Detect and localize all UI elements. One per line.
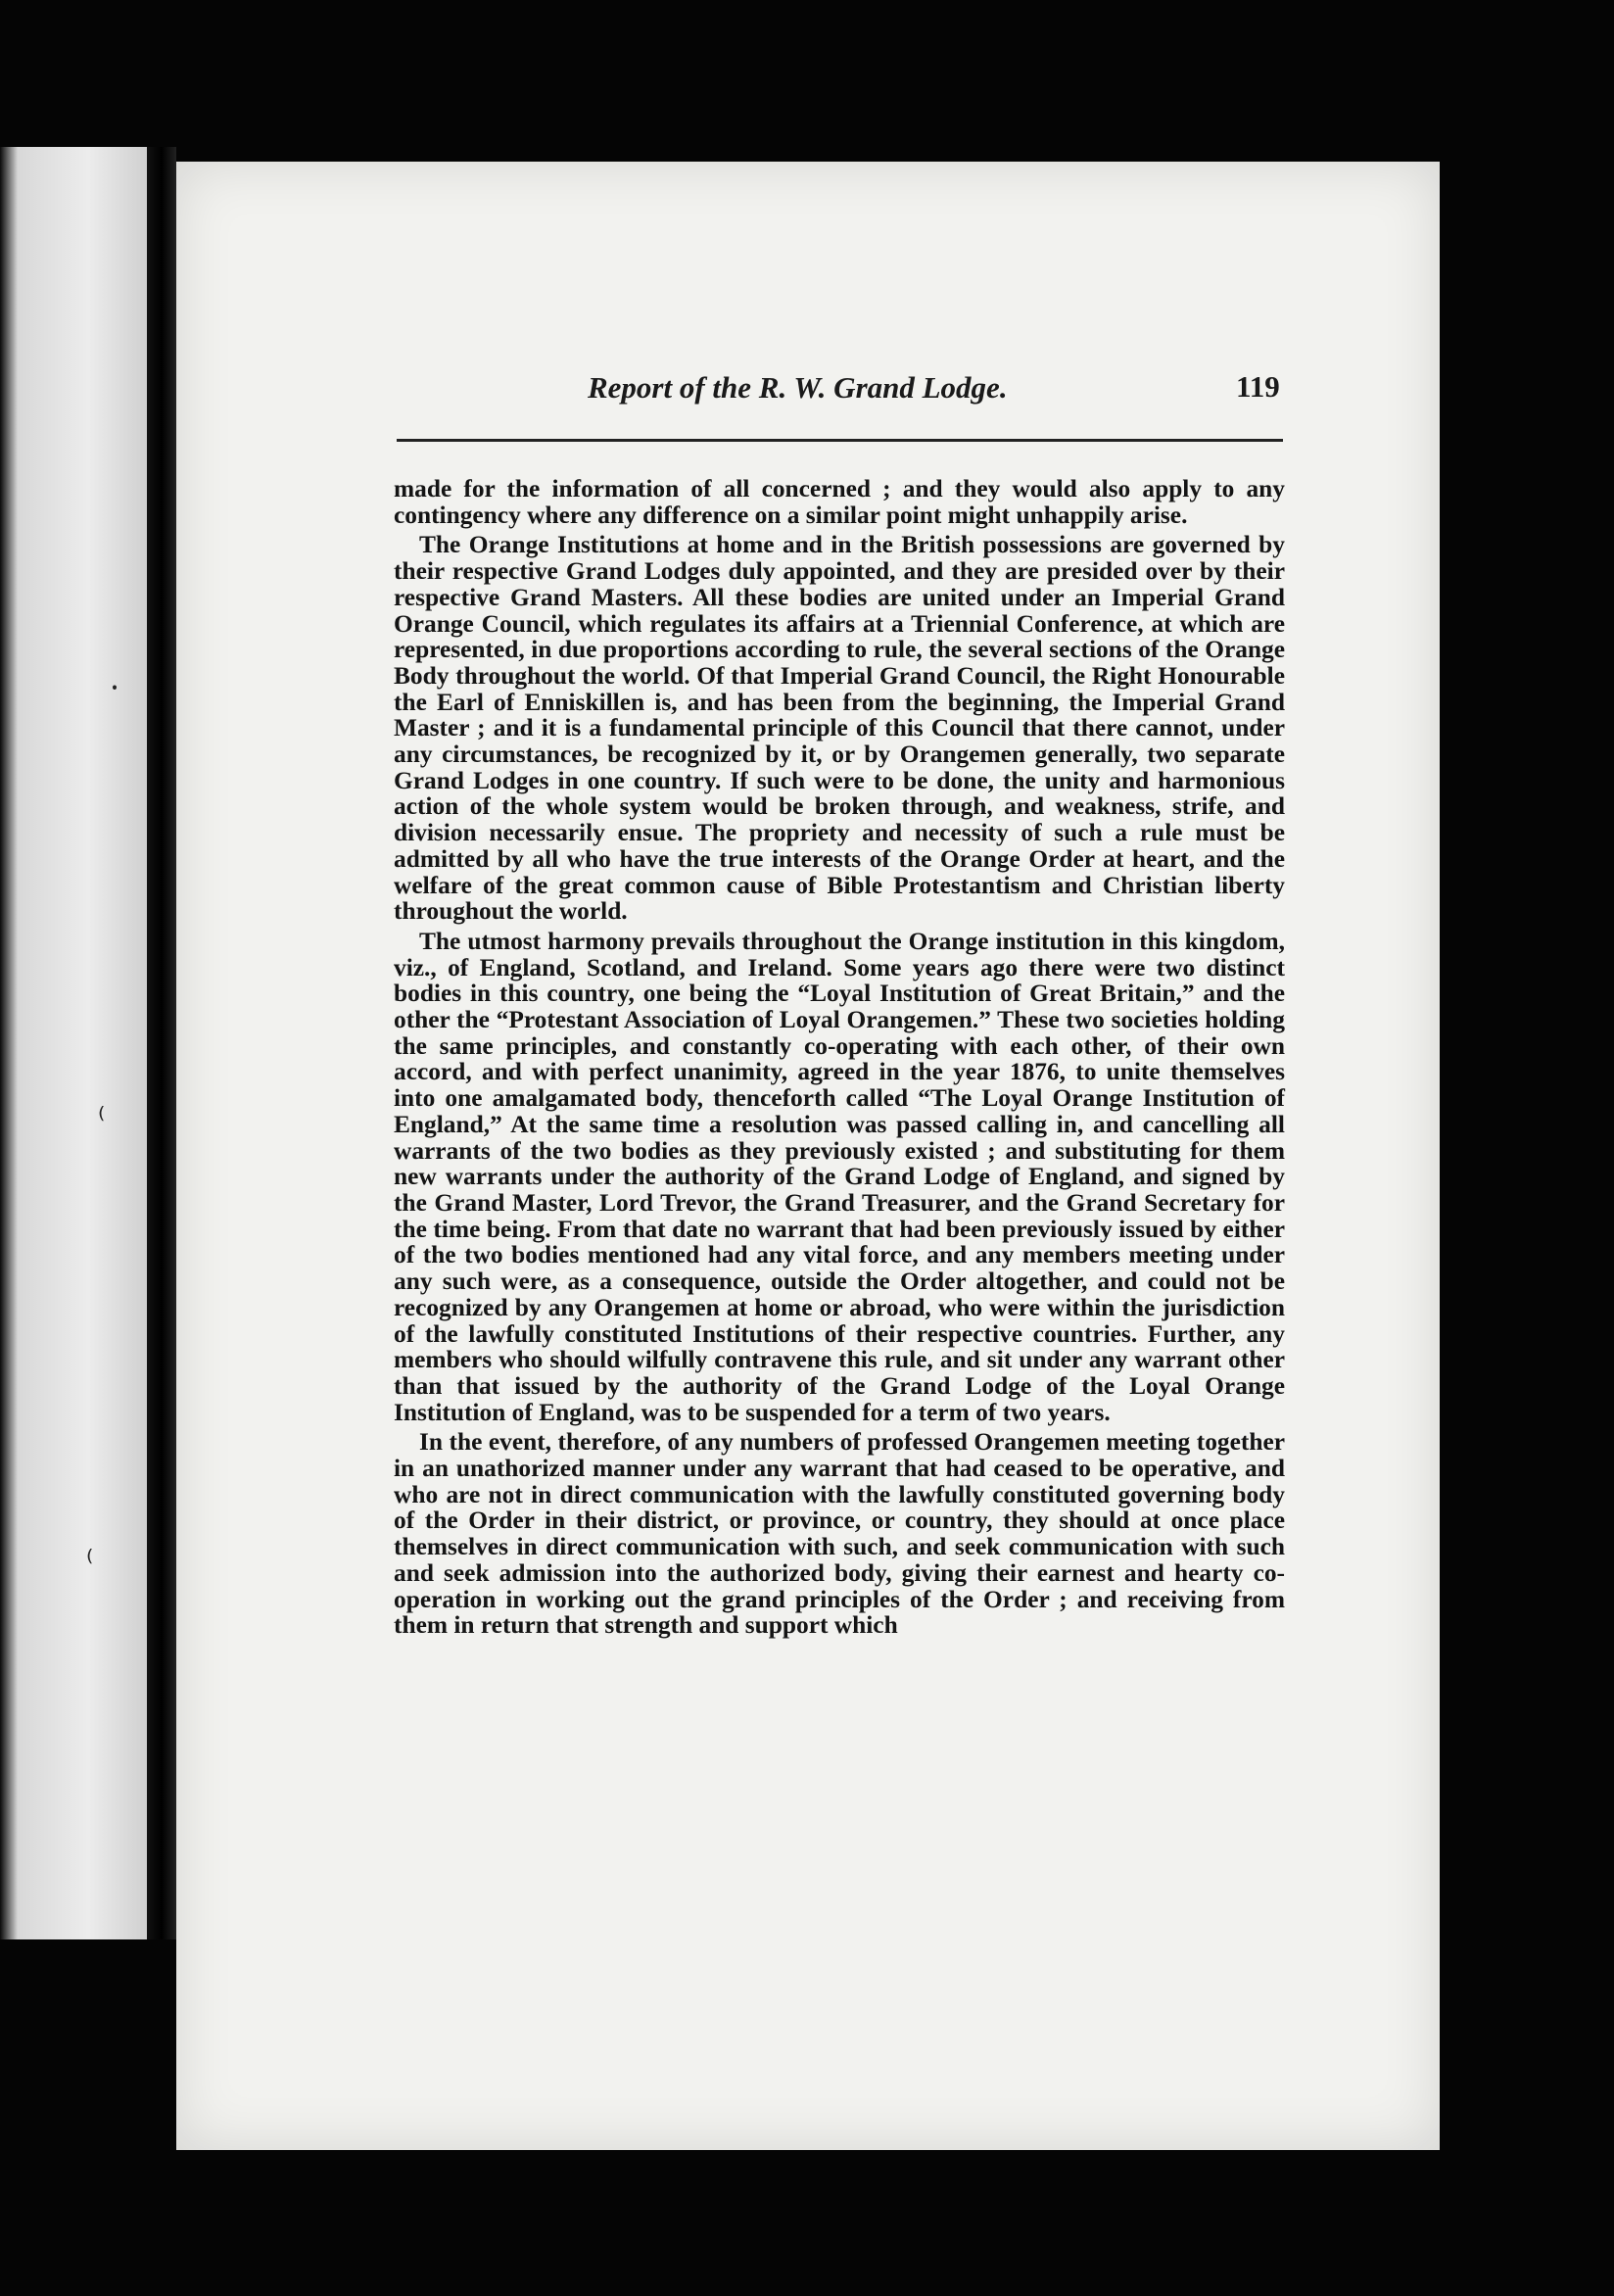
left-page-edge [0, 147, 147, 1939]
paragraph: The Orange Institutions at home and in the British possessions are governed by their respective Grand Lodges duly appointed, and they are presided over by their respective Grand Masters. All these bodies are united under an Imperial Grand Orange Council, which regulates its affairs at a Triennial Conference, at which are represented, in due proportions according to rule, the several sections of the Orange Body throughout the world. Of that Imperial Grand Council, the Right Honourable the Earl of Enniskillen is, and has been from the beginning, the Imperial Grand Master ; and it is a fundamental principle of this Council that there cannot, under any circumstances, be recognized by it, or by Orangemen generally, two separate Grand Lodges in one country. If such were to be done, the unity and harmonious action of the whole system would be broken through, and weakness, strife, and division necessarily ensue. The propriety and necessity of such a rule must be admitted by all who have the true interests of the Orange Order at heart, and the welfare of the great common cause of Bible Protestantism and Christian liberty throughout the world. [394, 531, 1285, 926]
running-title: Report of the R. W. Grand Lodge. [588, 370, 1008, 405]
margin-mark: ⁽ [86, 1545, 94, 1579]
paragraph: In the event, therefore, of any numbers of professed Orangemen meeting together in an unathorized manner under any warrant that had ceased to be operative, and who are not in direct communication with the lawfully constituted governing body of the Order in their district, or province, or country, they should at once place themselves in direct communication with such, and seek communication with such and seek admission into the authorized body, giving their earnest and hearty co-operation in working out the grand principles of the Order ; and receiving from them in return that strength and support which [394, 1428, 1285, 1640]
paragraph: The utmost harmony prevails throughout the Orange institution in this kingdom, viz., of England, Scotland, and Ireland. Some years ago there were two distinct bodies in this country, one being the “Loyal Institution of Great Britain,” and the other the “Protestant Association of Loyal Orangemen.” These two societies holding the same principles, and constantly co-operating with each other, of their own accord, and with perfect unanimity, agreed in the year 1876, to unite themselves into one amalgamated body, thenceforth called “The Loyal Orange Institution of England,” At the same time a resolution was passed calling in, and cancelling all warrants of the two bodies as they previously existed ; and substituting for them new warrants under the authority of the Grand Lodge of England, and signed by the Grand Master, Lord Trevor, the Grand Treasurer, and the Grand Secretary for the time being. From that date no warrant that had been previously issued by either of the two bodies mentioned had any vital force, and any members meeting under any such were, as a consequence, outside the Order altogether, and could not be recognized by any Orangemen at home or abroad, who were within the jurisdiction of the lawfully constituted Institutions of their respective countries. Further, any members who should wilfully contravene this rule, and sit under any warrant other than that issued by the authority of the Grand Lodge of the Loyal Orange Institution of England, was to be suspended for a term of two years. [394, 927, 1285, 1426]
margin-mark: ⁽ [98, 1102, 106, 1136]
body-text [394, 476, 1285, 1643]
book-gutter [147, 147, 176, 1939]
header-rule [397, 439, 1283, 442]
paragraph: made for the information of all concerned ; and they would also apply to any contingency where any difference on a similar point might unhappily arise. [394, 475, 1285, 529]
page-number: 119 [1236, 369, 1280, 404]
margin-mark: ᛫ [106, 673, 123, 707]
